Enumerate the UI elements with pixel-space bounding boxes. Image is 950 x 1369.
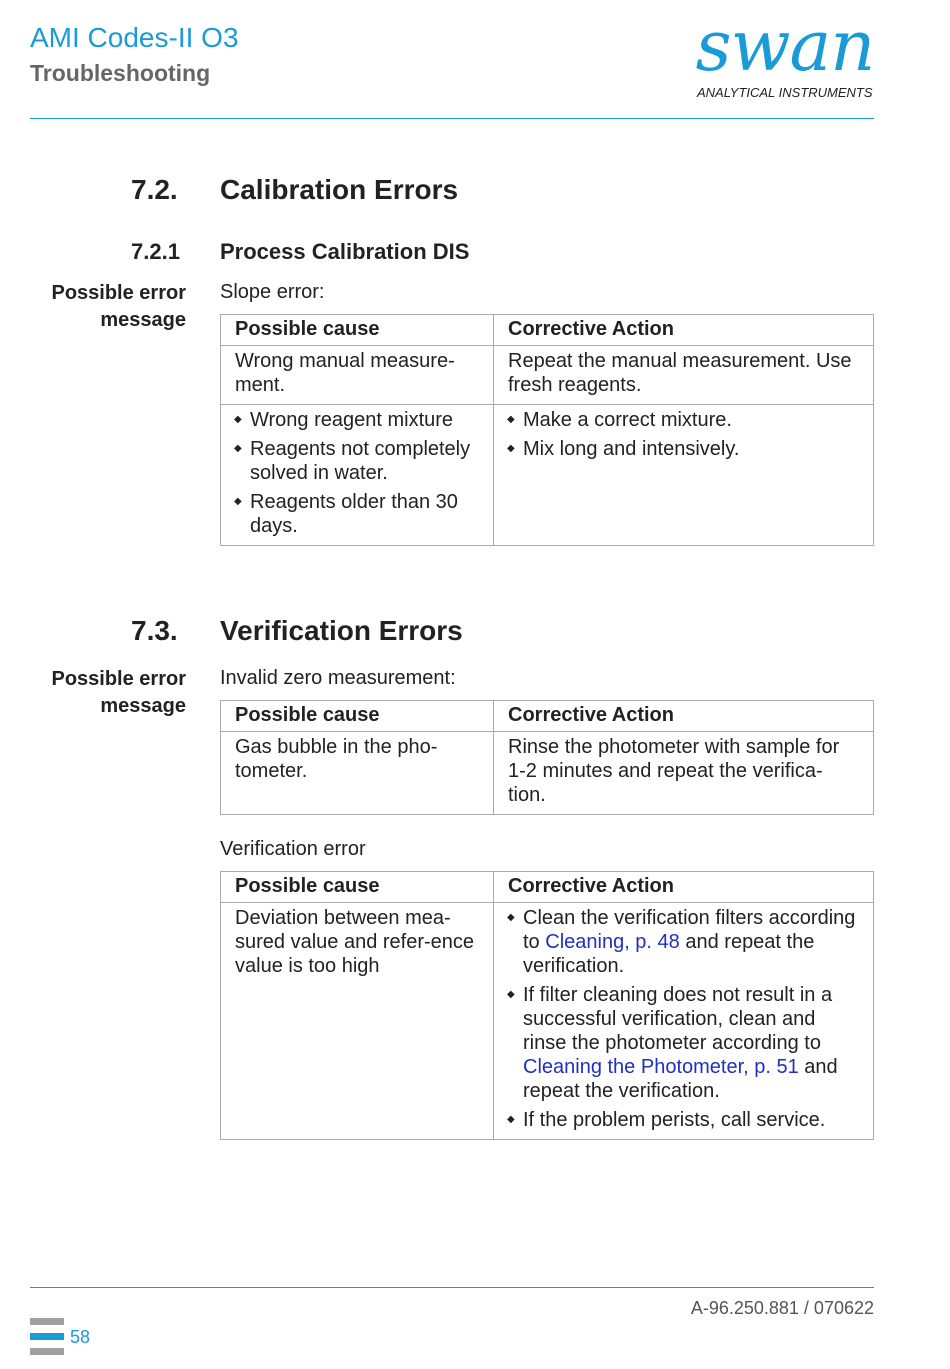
side-label: Possible error message (51, 668, 186, 717)
table-header-row (221, 872, 874, 903)
action-text: Clean the verification filters according to (523, 907, 856, 953)
page-bar (30, 1318, 64, 1325)
page-number: 58 (70, 1327, 91, 1347)
header-cause: Possible cause (221, 701, 494, 732)
section-title: Calibration Errors (220, 174, 459, 205)
header-action: Corrective Action (494, 872, 874, 903)
logo-wordmark: swan (695, 5, 875, 87)
table-row (221, 732, 874, 815)
page-bar (30, 1348, 64, 1355)
footer-divider (30, 1287, 874, 1288)
action-item (508, 983, 859, 1103)
action-cell (494, 903, 874, 1140)
table-row (221, 903, 874, 1140)
action-text: If filter cleaning does not result in a successful verification, clean and rinse the photometer according to (523, 984, 833, 1054)
cause-cell (221, 405, 494, 546)
side-label: Possible error message (51, 282, 186, 331)
action-item: ◆ Mix long and intensively. (508, 437, 859, 461)
logo-tagline: ANALYTICAL INSTRUMENTS (697, 85, 873, 100)
slope-error-table (220, 314, 874, 546)
table-row (221, 405, 874, 546)
document-number: A-96.250.881 / 070622 (690, 1298, 874, 1318)
cleaning-link[interactable]: Cleaning, p. 48 (545, 931, 680, 953)
header-divider (30, 118, 874, 119)
action-item: ◆ Make a correct mixture. (508, 408, 859, 432)
cause-item: ◆ Reagents not completely solved in water. (235, 437, 479, 485)
error-message-label: Verification error (220, 838, 366, 860)
cause-item: ◆ Reagents older than 30 days. (235, 490, 479, 538)
section-number: 7.3. (131, 615, 178, 646)
verification-error-table (220, 871, 874, 1140)
cause-cell: Wrong manual measure-ment. (221, 346, 494, 405)
action-cell: Repeat the manual measurement. Use fresh reagents. (494, 346, 874, 405)
error-message-label: Slope error: (220, 281, 325, 303)
zero-measurement-table (220, 700, 874, 815)
action-cell: Rinse the photometer with sample for 1-2 minutes and repeat the verifica-tion. (494, 732, 874, 815)
action-cell (494, 405, 874, 546)
swan-logo (694, 5, 876, 100)
page-bar (30, 1333, 64, 1340)
action-item: ◆ If the problem perists, call service. (508, 1108, 859, 1132)
header-cause: Possible cause (221, 315, 494, 346)
page-bars-icon (30, 1318, 64, 1358)
section-title: Verification Errors (220, 615, 463, 646)
chapter-title: Troubleshooting (30, 60, 211, 86)
table-header-row (221, 315, 874, 346)
header-cause: Possible cause (221, 872, 494, 903)
error-message-label: Invalid zero measurement: (220, 667, 456, 689)
subsection-title: Process Calibration DIS (220, 239, 470, 264)
document-title: AMI Codes-II O3 (30, 22, 239, 53)
action-text: and repeat the verification. (523, 1056, 838, 1102)
header-action: Corrective Action (494, 701, 874, 732)
header-action: Corrective Action (494, 315, 874, 346)
cause-cell: Gas bubble in the pho-tometer. (221, 732, 494, 815)
section-number: 7.2. (131, 174, 178, 205)
cause-item: ◆ Wrong reagent mixture (235, 408, 479, 432)
table-row (221, 346, 874, 405)
action-item (508, 906, 859, 978)
subsection-number: 7.2.1 (131, 239, 180, 264)
table-header-row (221, 701, 874, 732)
cause-cell: Deviation between mea-sured value and refer-ence value is too high (221, 903, 494, 1140)
action-text: and repeat the verification. (523, 931, 815, 977)
cleaning-photometer-link[interactable]: Cleaning the Photometer, p. 51 (523, 1056, 799, 1078)
